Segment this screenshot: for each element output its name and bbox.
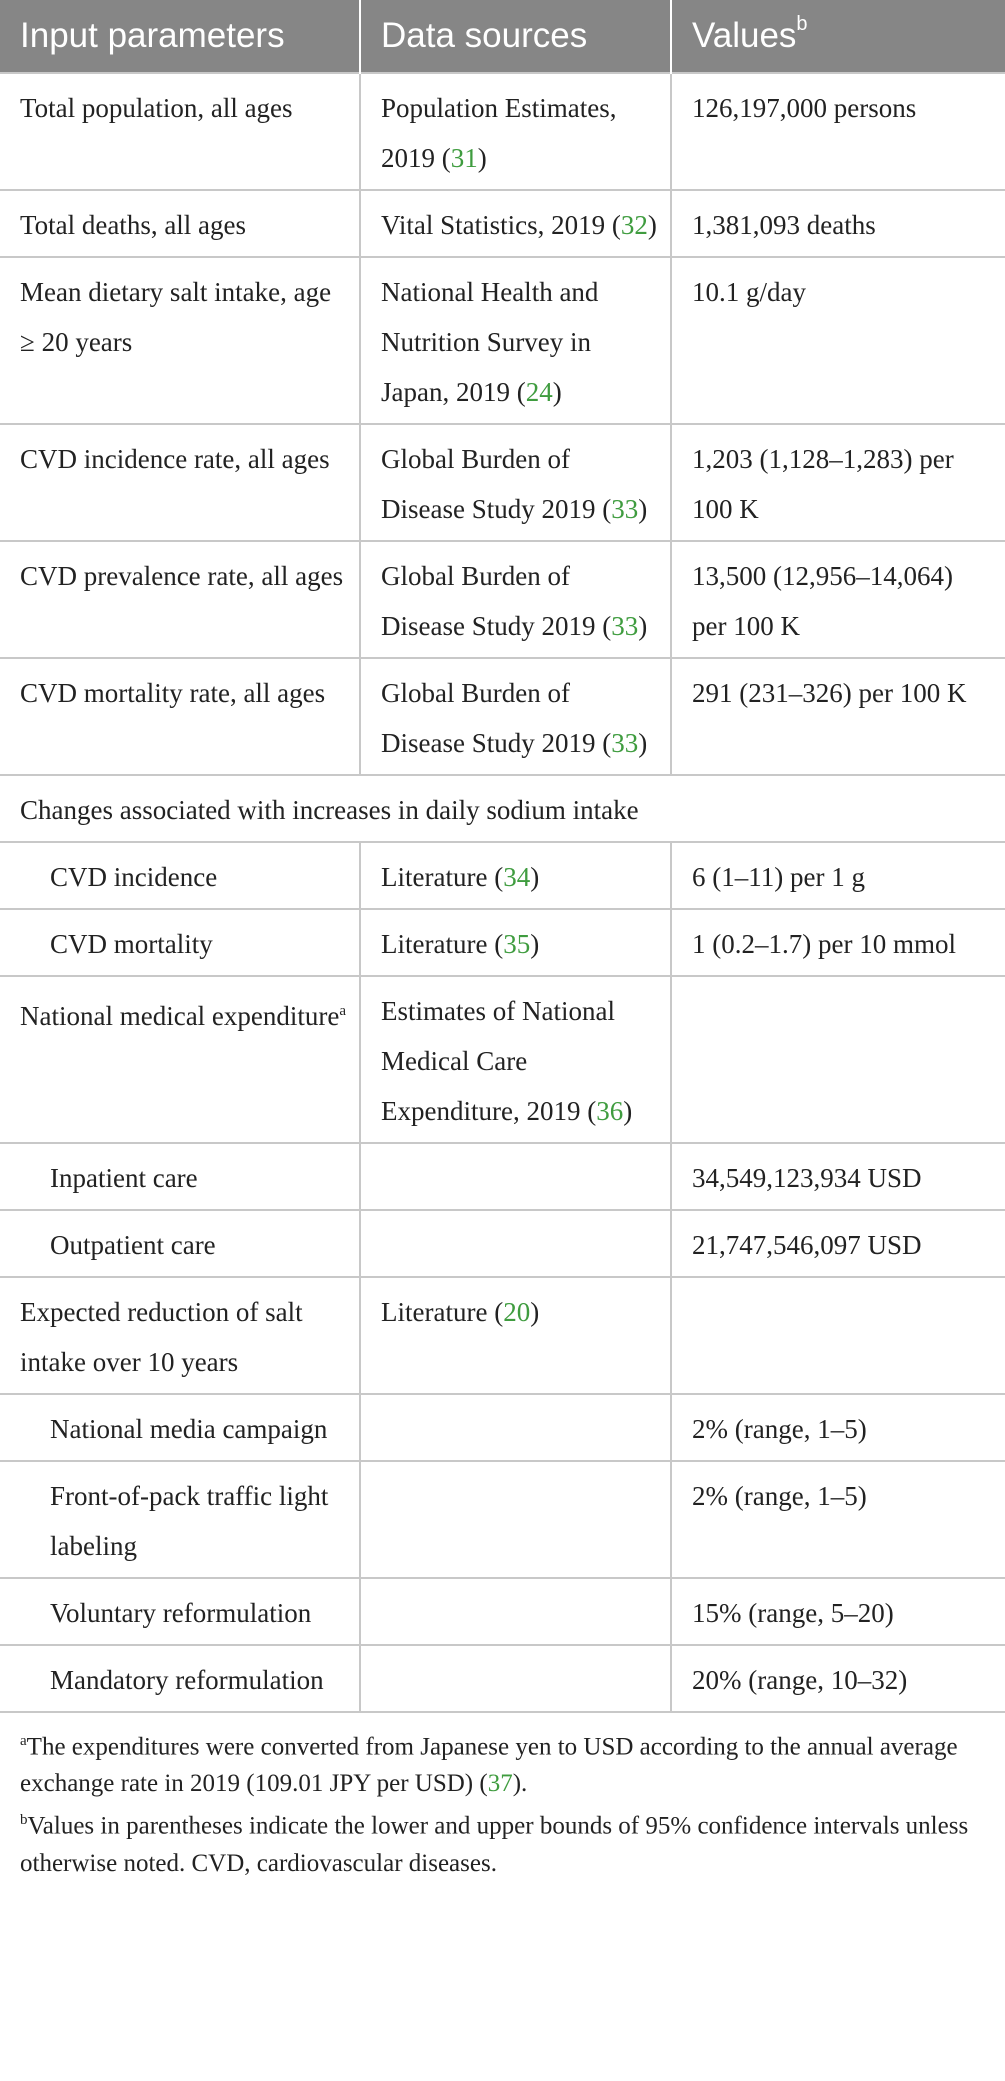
source-cell: Literature (20) bbox=[360, 1277, 671, 1394]
section-row bbox=[0, 775, 1005, 842]
reference-link[interactable]: 32 bbox=[620, 210, 648, 240]
param-cell: CVD mortality bbox=[0, 909, 360, 976]
param-cell: CVD mortality rate, all ages bbox=[0, 658, 360, 775]
value-cell: 15% (range, 5–20) bbox=[671, 1578, 1005, 1645]
footnote-a-mark: a bbox=[20, 1733, 27, 1749]
table-row bbox=[0, 1143, 1005, 1210]
value-cell: 20% (range, 10–32) bbox=[671, 1645, 1005, 1712]
source-cell bbox=[360, 1143, 671, 1210]
param-cell: Expected reduction of salt intake over 10 years bbox=[0, 1277, 360, 1394]
value-cell: 34,549,123,934 USD bbox=[671, 1143, 1005, 1210]
value-cell bbox=[671, 976, 1005, 1143]
table-row bbox=[0, 73, 1005, 190]
value-cell: 2% (range, 1–5) bbox=[671, 1461, 1005, 1578]
value-cell: 21,747,546,097 USD bbox=[671, 1210, 1005, 1277]
table-row bbox=[0, 1277, 1005, 1394]
param-cell: Voluntary reformulation bbox=[0, 1578, 360, 1645]
param-cell: National media campaign bbox=[0, 1394, 360, 1461]
table-row bbox=[0, 541, 1005, 658]
value-cell: 1 (0.2–1.7) per 10 mmol bbox=[671, 909, 1005, 976]
param-cell: Front-of-pack traffic light labeling bbox=[0, 1461, 360, 1578]
value-cell: 6 (1–11) per 1 g bbox=[671, 842, 1005, 909]
reference-link[interactable]: 34 bbox=[503, 862, 531, 892]
source-cell: Global Burden of Disease Study 2019 (33) bbox=[360, 658, 671, 775]
table-row bbox=[0, 257, 1005, 424]
table-header-row bbox=[0, 0, 1005, 73]
source-cell: Global Burden of Disease Study 2019 (33) bbox=[360, 541, 671, 658]
source-cell bbox=[360, 1461, 671, 1578]
value-cell: 13,500 (12,956–14,064) per 100 K bbox=[671, 541, 1005, 658]
footnote-mark-b: b bbox=[796, 13, 808, 36]
footnote-a: $^a$The expenditures were converted from Japanese yen to USD according to the annual average exchange rate in 2019 (109.01 JPY per USD) (37). bbox=[20, 1733, 958, 1798]
footnote-b: $^b$Values in parentheses indicate the lower and upper bounds of 95% confidence intervals unless otherwise noted. CVD, cardiovascular diseases. bbox=[20, 1812, 969, 1877]
param-cell: Total deaths, all ages bbox=[0, 190, 360, 257]
value-cell: 1,381,093 deaths bbox=[671, 190, 1005, 257]
table-row bbox=[0, 976, 1005, 1143]
value-cell: 1,203 (1,128–1,283) per 100 K bbox=[671, 424, 1005, 541]
param-cell: Total population, all ages bbox=[0, 73, 360, 190]
footnote-b-mark: b bbox=[20, 1812, 28, 1829]
header-data-sources: Data sources bbox=[360, 0, 671, 73]
source-cell: Global Burden of Disease Study 2019 (33) bbox=[360, 424, 671, 541]
reference-link[interactable]: 33 bbox=[611, 494, 639, 524]
param-cell: CVD prevalence rate, all ages bbox=[0, 541, 360, 658]
value-cell: 291 (231–326) per 100 K bbox=[671, 658, 1005, 775]
reference-link[interactable]: 35 bbox=[503, 929, 531, 959]
table-row bbox=[0, 909, 1005, 976]
reference-link[interactable]: 31 bbox=[450, 143, 478, 173]
reference-link[interactable]: 20 bbox=[503, 1297, 531, 1327]
param-cell: CVD incidence bbox=[0, 842, 360, 909]
table-row bbox=[0, 1394, 1005, 1461]
value-cell: 2% (range, 1–5) bbox=[671, 1394, 1005, 1461]
source-cell: Estimates of National Medical Care Expenditure, 2019 (36) bbox=[360, 976, 671, 1143]
table-row bbox=[0, 424, 1005, 541]
table-row bbox=[0, 1461, 1005, 1578]
source-cell: Vital Statistics, 2019 (32) bbox=[360, 190, 671, 257]
table-row bbox=[0, 1645, 1005, 1712]
param-cell: Mandatory reformulation bbox=[0, 1645, 360, 1712]
source-cell bbox=[360, 1210, 671, 1277]
param-cell: Mean dietary salt intake, age ≥ 20 years bbox=[0, 257, 360, 424]
param-cell: Outpatient care bbox=[0, 1210, 360, 1277]
table-row bbox=[0, 658, 1005, 775]
value-cell: 126,197,000 persons bbox=[671, 73, 1005, 190]
param-cell: National medical expenditure$^a$ bbox=[0, 976, 360, 1143]
reference-link[interactable]: 24 bbox=[525, 377, 553, 407]
source-cell: National Health and Nutrition Survey in Japan, 2019 (24) bbox=[360, 257, 671, 424]
reference-link[interactable]: 36 bbox=[596, 1096, 624, 1126]
reference-link[interactable]: 33 bbox=[611, 728, 639, 758]
reference-link[interactable]: 37 bbox=[487, 1770, 513, 1798]
table-row bbox=[0, 190, 1005, 257]
param-cell: CVD incidence rate, all ages bbox=[0, 424, 360, 541]
source-cell: Literature (35) bbox=[360, 909, 671, 976]
reference-link[interactable]: 33 bbox=[611, 611, 639, 641]
source-cell bbox=[360, 1578, 671, 1645]
param-cell: Inpatient care bbox=[0, 1143, 360, 1210]
table-row bbox=[0, 1210, 1005, 1277]
value-cell bbox=[671, 1277, 1005, 1394]
value-cell: 10.1 g/day bbox=[671, 257, 1005, 424]
table-row bbox=[0, 1578, 1005, 1645]
header-input-parameters: Input parameters bbox=[0, 0, 360, 73]
source-cell: Literature (34) bbox=[360, 842, 671, 909]
footnote-mark-a: a bbox=[339, 1003, 347, 1019]
section-heading: Changes associated with increases in daily sodium intake bbox=[0, 775, 1005, 842]
header-values: Values$^b$ bbox=[671, 0, 1005, 73]
source-cell bbox=[360, 1394, 671, 1461]
table-footnotes bbox=[0, 1713, 1005, 1882]
source-cell bbox=[360, 1645, 671, 1712]
source-cell: Population Estimates, 2019 (31) bbox=[360, 73, 671, 190]
table-row bbox=[0, 842, 1005, 909]
